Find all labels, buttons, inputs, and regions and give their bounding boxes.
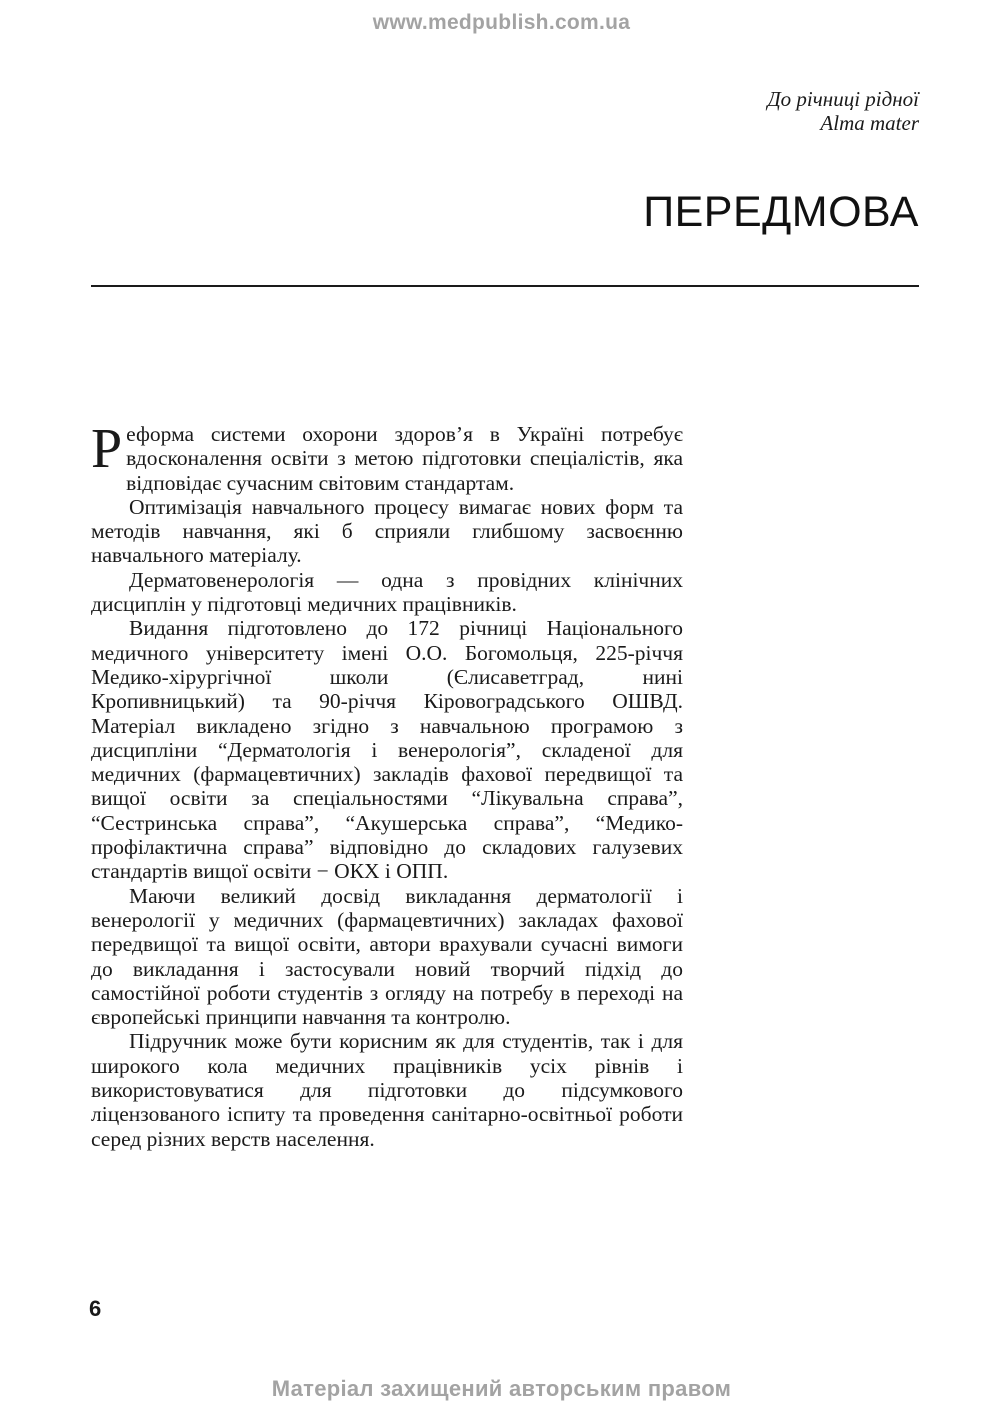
title-divider [91, 285, 919, 287]
paragraph-2: Оптимізація навчального процесу вимагає нових форм та методів навчання, які б сприяли глибшому засвоєнню навчального матеріалу. [91, 494, 683, 568]
copyright-notice: Матеріал захищений авторським правом [271, 1376, 732, 1401]
preface-body [91, 418, 683, 1151]
site-url: www.medpublish.com.ua [372, 11, 631, 34]
page-number: 6 [89, 1296, 102, 1321]
paragraph-3: Дерматовенерологія — одна з провідних клінічних дисциплін у підготовці медичних працівників. [91, 567, 683, 617]
dedication [767, 87, 919, 135]
chapter-title: ПЕРЕДМОВА [643, 188, 919, 236]
paragraph-6: Підручник може бути корисним як для студентів, так і для широкого кола медичних працівників усіх рівнів і використовуватися для підготовки до підсумкового ліцензованого іспиту та проведення санітарно-освітньої роботи серед різних верств населення. [91, 1029, 683, 1151]
paragraph-1 [91, 418, 683, 495]
drop-cap: Р [91, 418, 123, 480]
paragraph-4: Видання підготовлено до 172 річниці Національного медичного університету імені О.О. Богомольця, 225-річчя Медико-хірургічної школи (Єлисаветград, нині Кропивницький) та 90-річчя Кіровоградського ОШВД. Матеріал викладено згідно з навчальною програмою з дисципліни “Дерматологія і венерологія”, складеної для медичних (фармацевтичних) закладів фахової передвищої та вищої освіти за спеціальностями “Лікувальна справа”, “Сестринська справа”, “Акушерська справа”, “Медико-профілактична справа” відповідно до складових галузевих стандартів вищої освіти − ОКХ і ОПП. [91, 616, 683, 884]
dedication-line-1: До річниці рідної [767, 87, 919, 111]
paragraph-1-text: еформа системи охорони здоров’я в Україні потребує вдосконалення освіти з метою підготовки спеціалістів, яка відповідає сучасним світовим стандартам. [126, 422, 683, 495]
dedication-line-2: Alma mater [820, 111, 919, 135]
paragraph-5: Маючи великий досвід викладання дерматології і венерології у медичних (фармацевтичних) закладах фахової передвищої та вищої освіти, автори врахували сучасні вимоги до викладання і застосували новий творчий підхід до самостійної роботи студентів з огляду на потребу в переході на європейські принципи навчання та контролю. [91, 883, 683, 1030]
